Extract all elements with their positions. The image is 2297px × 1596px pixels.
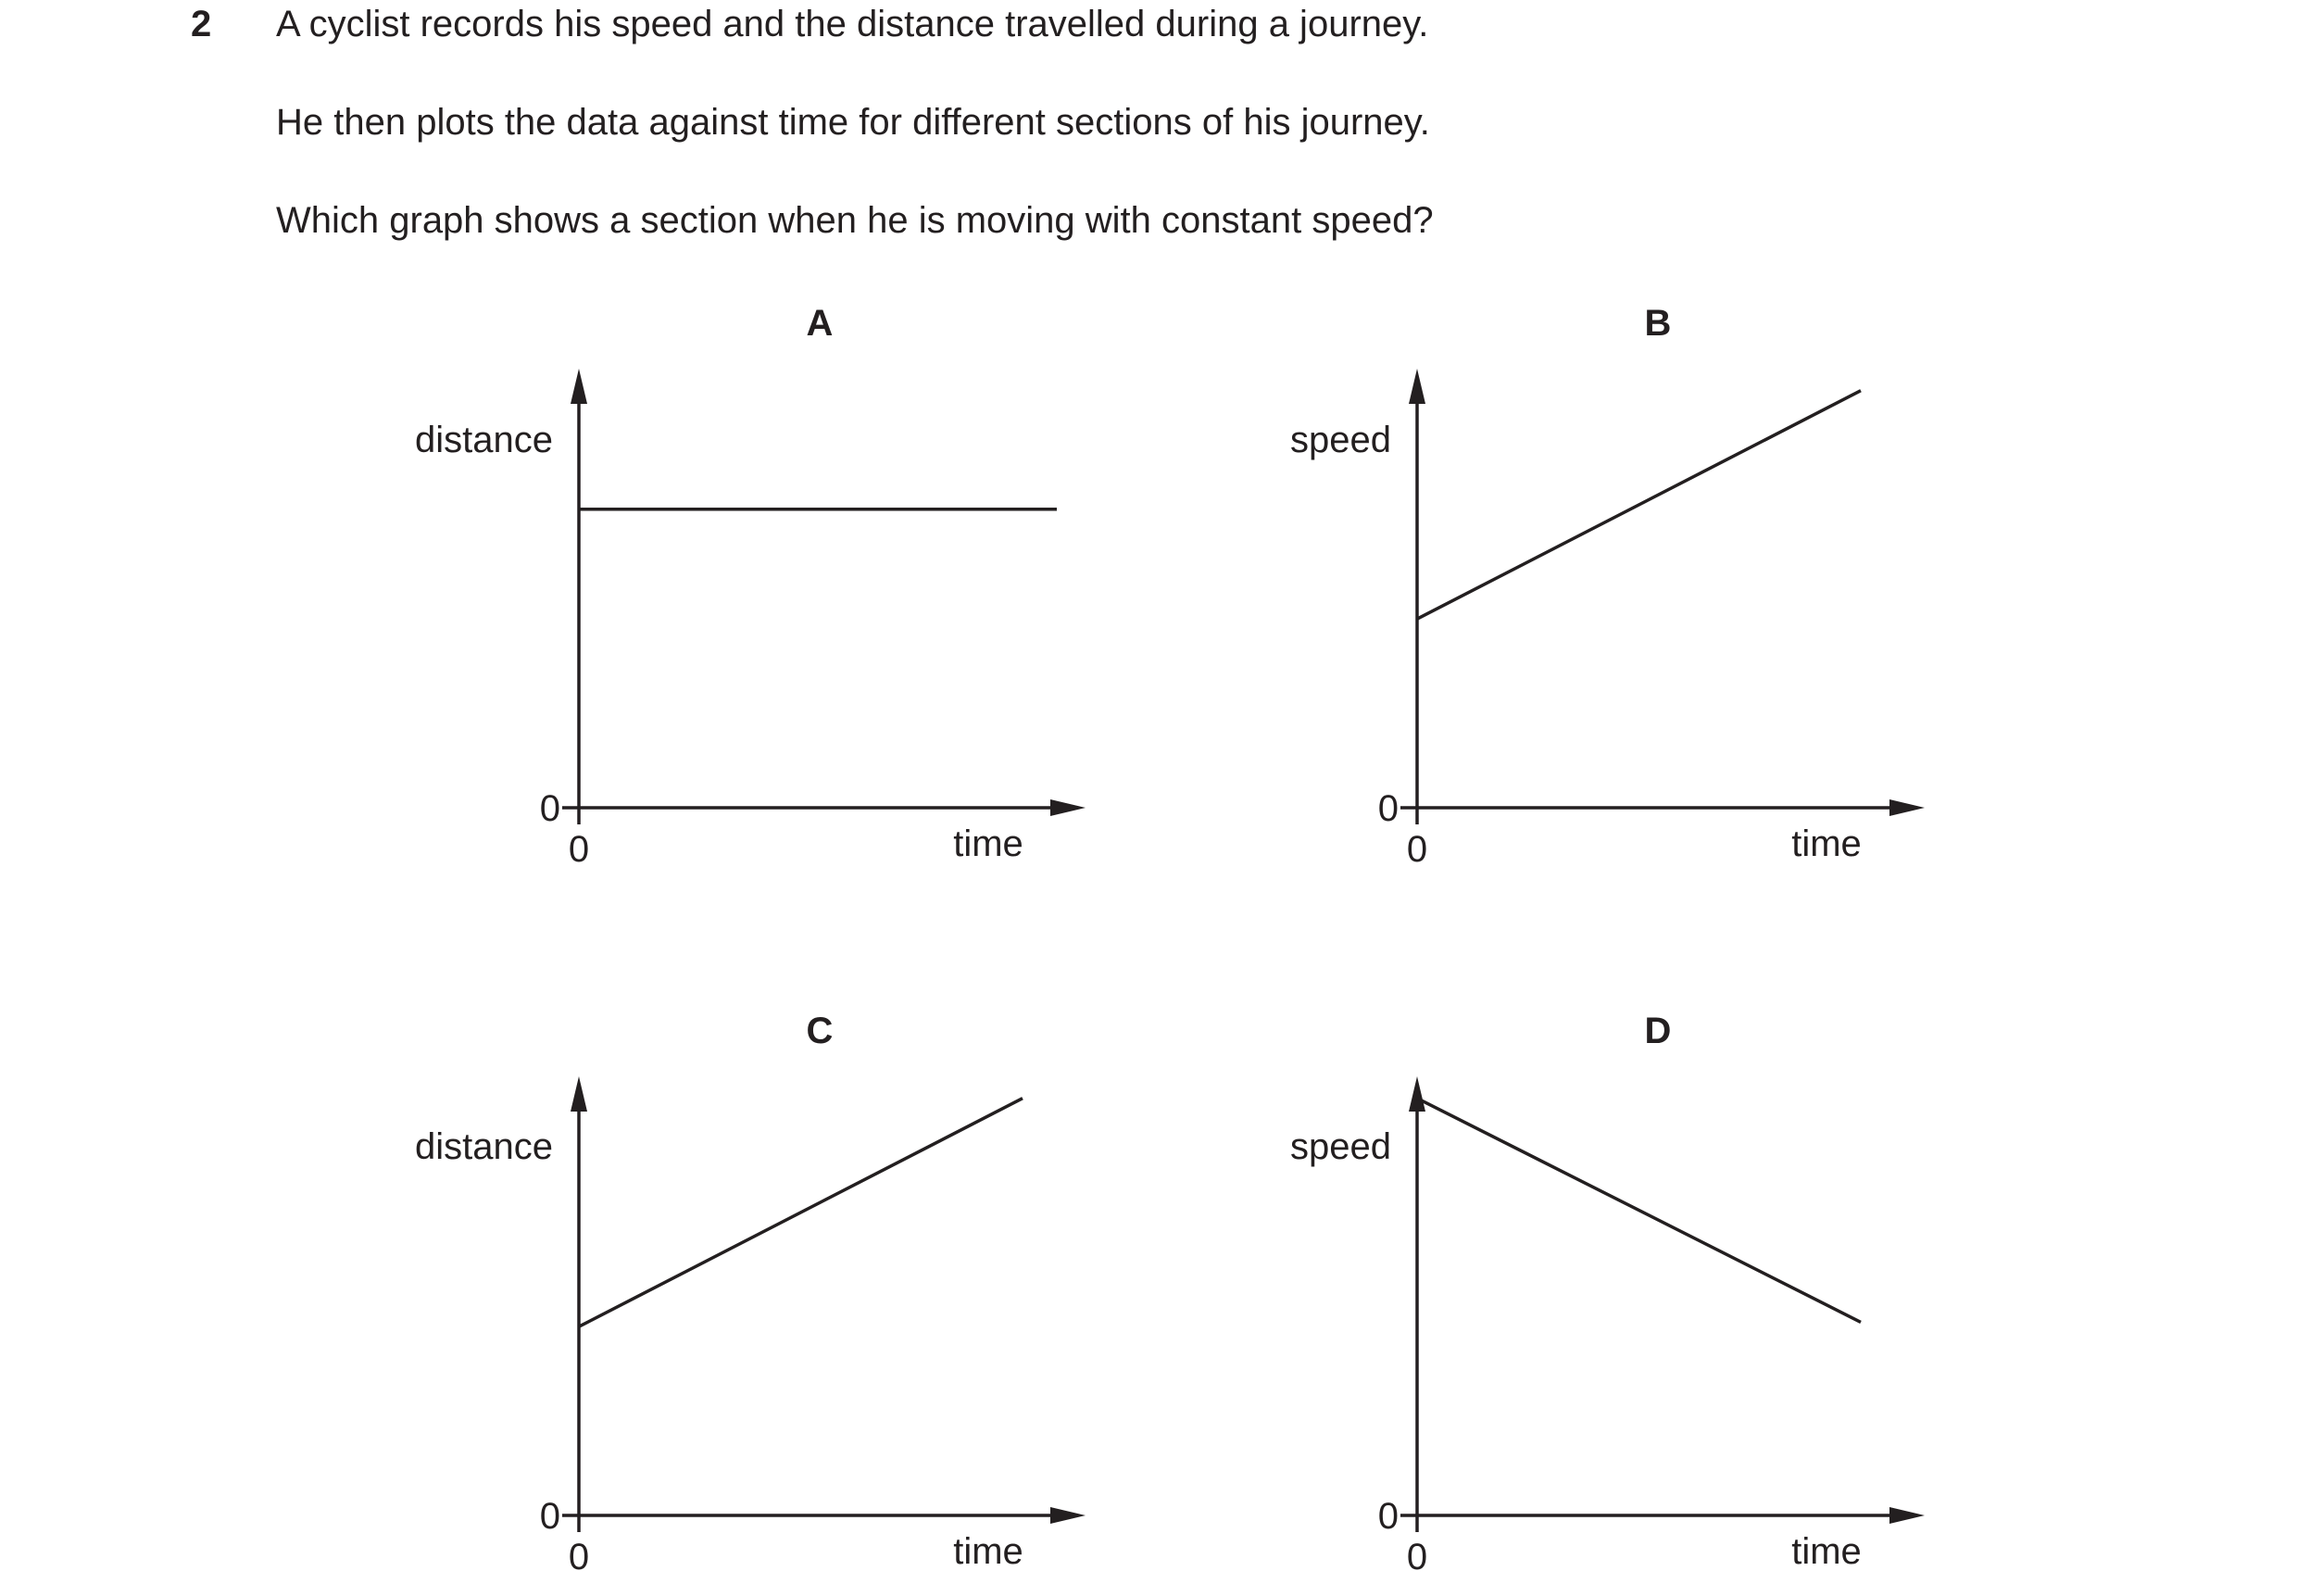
graph-b xyxy=(1290,303,1925,870)
data-line xyxy=(579,1099,1023,1327)
question-line-1: A cyclist records his speed and the distance travelled during a journey. xyxy=(276,4,1429,44)
x-axis-arrowhead xyxy=(1889,1507,1925,1524)
y-axis-label: distance xyxy=(415,420,553,460)
data-line xyxy=(1417,1099,1861,1323)
graph-title: A xyxy=(806,303,834,344)
x-axis-arrowhead xyxy=(1050,1507,1086,1524)
y-origin-label: 0 xyxy=(539,1496,560,1537)
y-axis-arrowhead xyxy=(571,369,587,404)
x-axis-label: time xyxy=(1791,823,1862,864)
y-origin-label: 0 xyxy=(1377,1496,1399,1537)
x-axis-label: time xyxy=(1791,1531,1862,1572)
x-origin-label: 0 xyxy=(568,1537,590,1577)
x-axis-label: time xyxy=(953,1531,1023,1572)
y-axis-label: distance xyxy=(415,1126,553,1167)
y-axis-arrowhead xyxy=(571,1076,587,1112)
graph-title: B xyxy=(1644,303,1672,344)
y-origin-label: 0 xyxy=(539,788,560,829)
y-axis-arrowhead xyxy=(1409,369,1425,404)
y-axis-label: speed xyxy=(1290,420,1391,460)
x-origin-label: 0 xyxy=(1406,829,1428,870)
question-line-2: He then plots the data against time for different sections of his journey. xyxy=(276,102,1430,143)
graph-d xyxy=(1290,1011,1925,1577)
x-origin-label: 0 xyxy=(568,829,590,870)
graph-title: D xyxy=(1644,1011,1672,1051)
x-axis-arrowhead xyxy=(1889,799,1925,816)
graph-a xyxy=(415,303,1086,870)
graph-title: C xyxy=(806,1011,834,1051)
x-origin-label: 0 xyxy=(1406,1537,1428,1577)
question-line-3: Which graph shows a section when he is moving with constant speed? xyxy=(276,200,1434,241)
y-origin-label: 0 xyxy=(1377,788,1399,829)
graph-c xyxy=(415,1011,1086,1577)
data-line xyxy=(1417,391,1861,620)
x-axis-label: time xyxy=(953,823,1023,864)
y-axis-arrowhead xyxy=(1409,1076,1425,1112)
y-axis-label: speed xyxy=(1290,1126,1391,1167)
x-axis-arrowhead xyxy=(1050,799,1086,816)
question-number: 2 xyxy=(191,4,212,44)
